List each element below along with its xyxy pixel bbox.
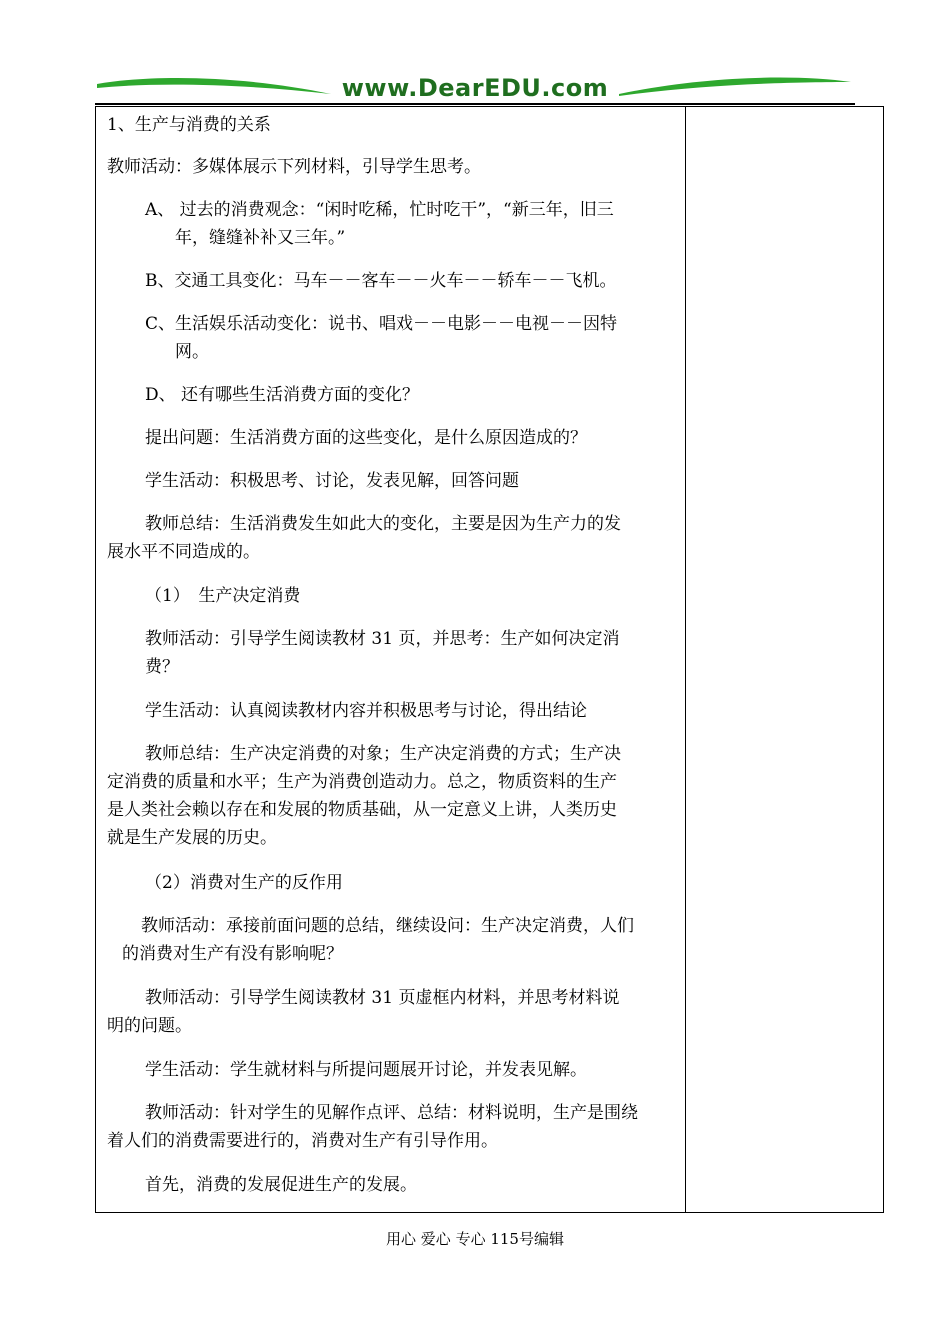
- paragraph-line: 教师活动：引导学生阅读教材 31 页虚框内材料，并思考材料说: [145, 988, 620, 1008]
- section-heading: 1、生产与消费的关系: [107, 115, 271, 135]
- site-logo-text: www.DearEDU.com: [341, 74, 609, 102]
- paragraph-line: 明的问题。: [107, 1016, 192, 1036]
- paragraph-line: 的消费对生产有没有影响呢？: [122, 944, 343, 964]
- paragraph-line: 教师总结：生产决定消费的对象；生产决定消费的方式；生产决: [145, 744, 621, 764]
- page-footer: 用心 爱心 专心 115号编辑: [386, 1230, 564, 1248]
- paragraph-line: 首先，消费的发展促进生产的发展。: [145, 1175, 417, 1195]
- list-item-a-line: A、 过去的消费观念：“闲时吃稀，忙时吃干”，“新三年，旧三: [145, 200, 614, 220]
- paragraph-line: 教师活动：多媒体展示下列材料，引导学生思考。: [107, 157, 481, 177]
- lesson-table: [95, 106, 884, 1213]
- paragraph-line: 展水平不同造成的。: [107, 542, 260, 562]
- paragraph-line: 是人类社会赖以存在和发展的物质基础，从一定意义上讲，人类历史: [107, 800, 617, 820]
- list-item-c-line: C、生活娱乐活动变化：说书、唱戏－－电影－－电视－－因特: [145, 314, 618, 334]
- paragraph-line: 学生活动：认真阅读教材内容并积极思考与讨论，得出结论: [145, 701, 587, 721]
- paragraph-line: 教师总结：生活消费发生如此大的变化，主要是因为生产力的发: [145, 514, 621, 534]
- subheading-line: （1） 生产决定消费: [145, 586, 301, 606]
- paragraph-line: 学生活动：积极思考、讨论，发表见解，回答问题: [145, 471, 519, 491]
- paragraph-line: 就是生产发展的历史。: [107, 828, 277, 848]
- paragraph-line: 学生活动：学生就材料与所提问题展开讨论，并发表见解。: [145, 1060, 587, 1080]
- paragraph-line: 教师活动：针对学生的见解作点评、总结：材料说明，生产是围绕: [145, 1103, 638, 1123]
- paragraph-line: 提出问题：生活消费方面的这些变化，是什么原因造成的？: [145, 428, 587, 448]
- list-item-b-line: B、交通工具变化：马车－－客车－－火车－－轿车－－飞机。: [145, 271, 617, 291]
- page-header: [95, 70, 855, 106]
- list-item-a-line: 年，缝缝补补又三年。”: [175, 228, 346, 248]
- notes-cell: [686, 107, 883, 1212]
- paragraph-line: 教师活动：引导学生阅读教材 31 页，并思考：生产如何决定消: [145, 629, 620, 649]
- paragraph-line: 教师活动：承接前面问题的总结，继续设问：生产决定消费，人们: [141, 916, 634, 936]
- paragraph-line: 着人们的消费需要进行的，消费对生产有引导作用。: [107, 1131, 498, 1151]
- paragraph-line: 定消费的质量和水平；生产为消费创造动力。总之，物质资料的生产: [107, 772, 617, 792]
- list-item-d-line: D、 还有哪些生活消费方面的变化？: [145, 385, 420, 405]
- header-rule: [95, 103, 855, 105]
- lesson-content-cell: [96, 107, 686, 1212]
- subheading-line: （2）消费对生产的反作用: [145, 873, 343, 893]
- paragraph-line: 费？: [145, 657, 179, 677]
- list-item-c-line: 网。: [175, 342, 209, 362]
